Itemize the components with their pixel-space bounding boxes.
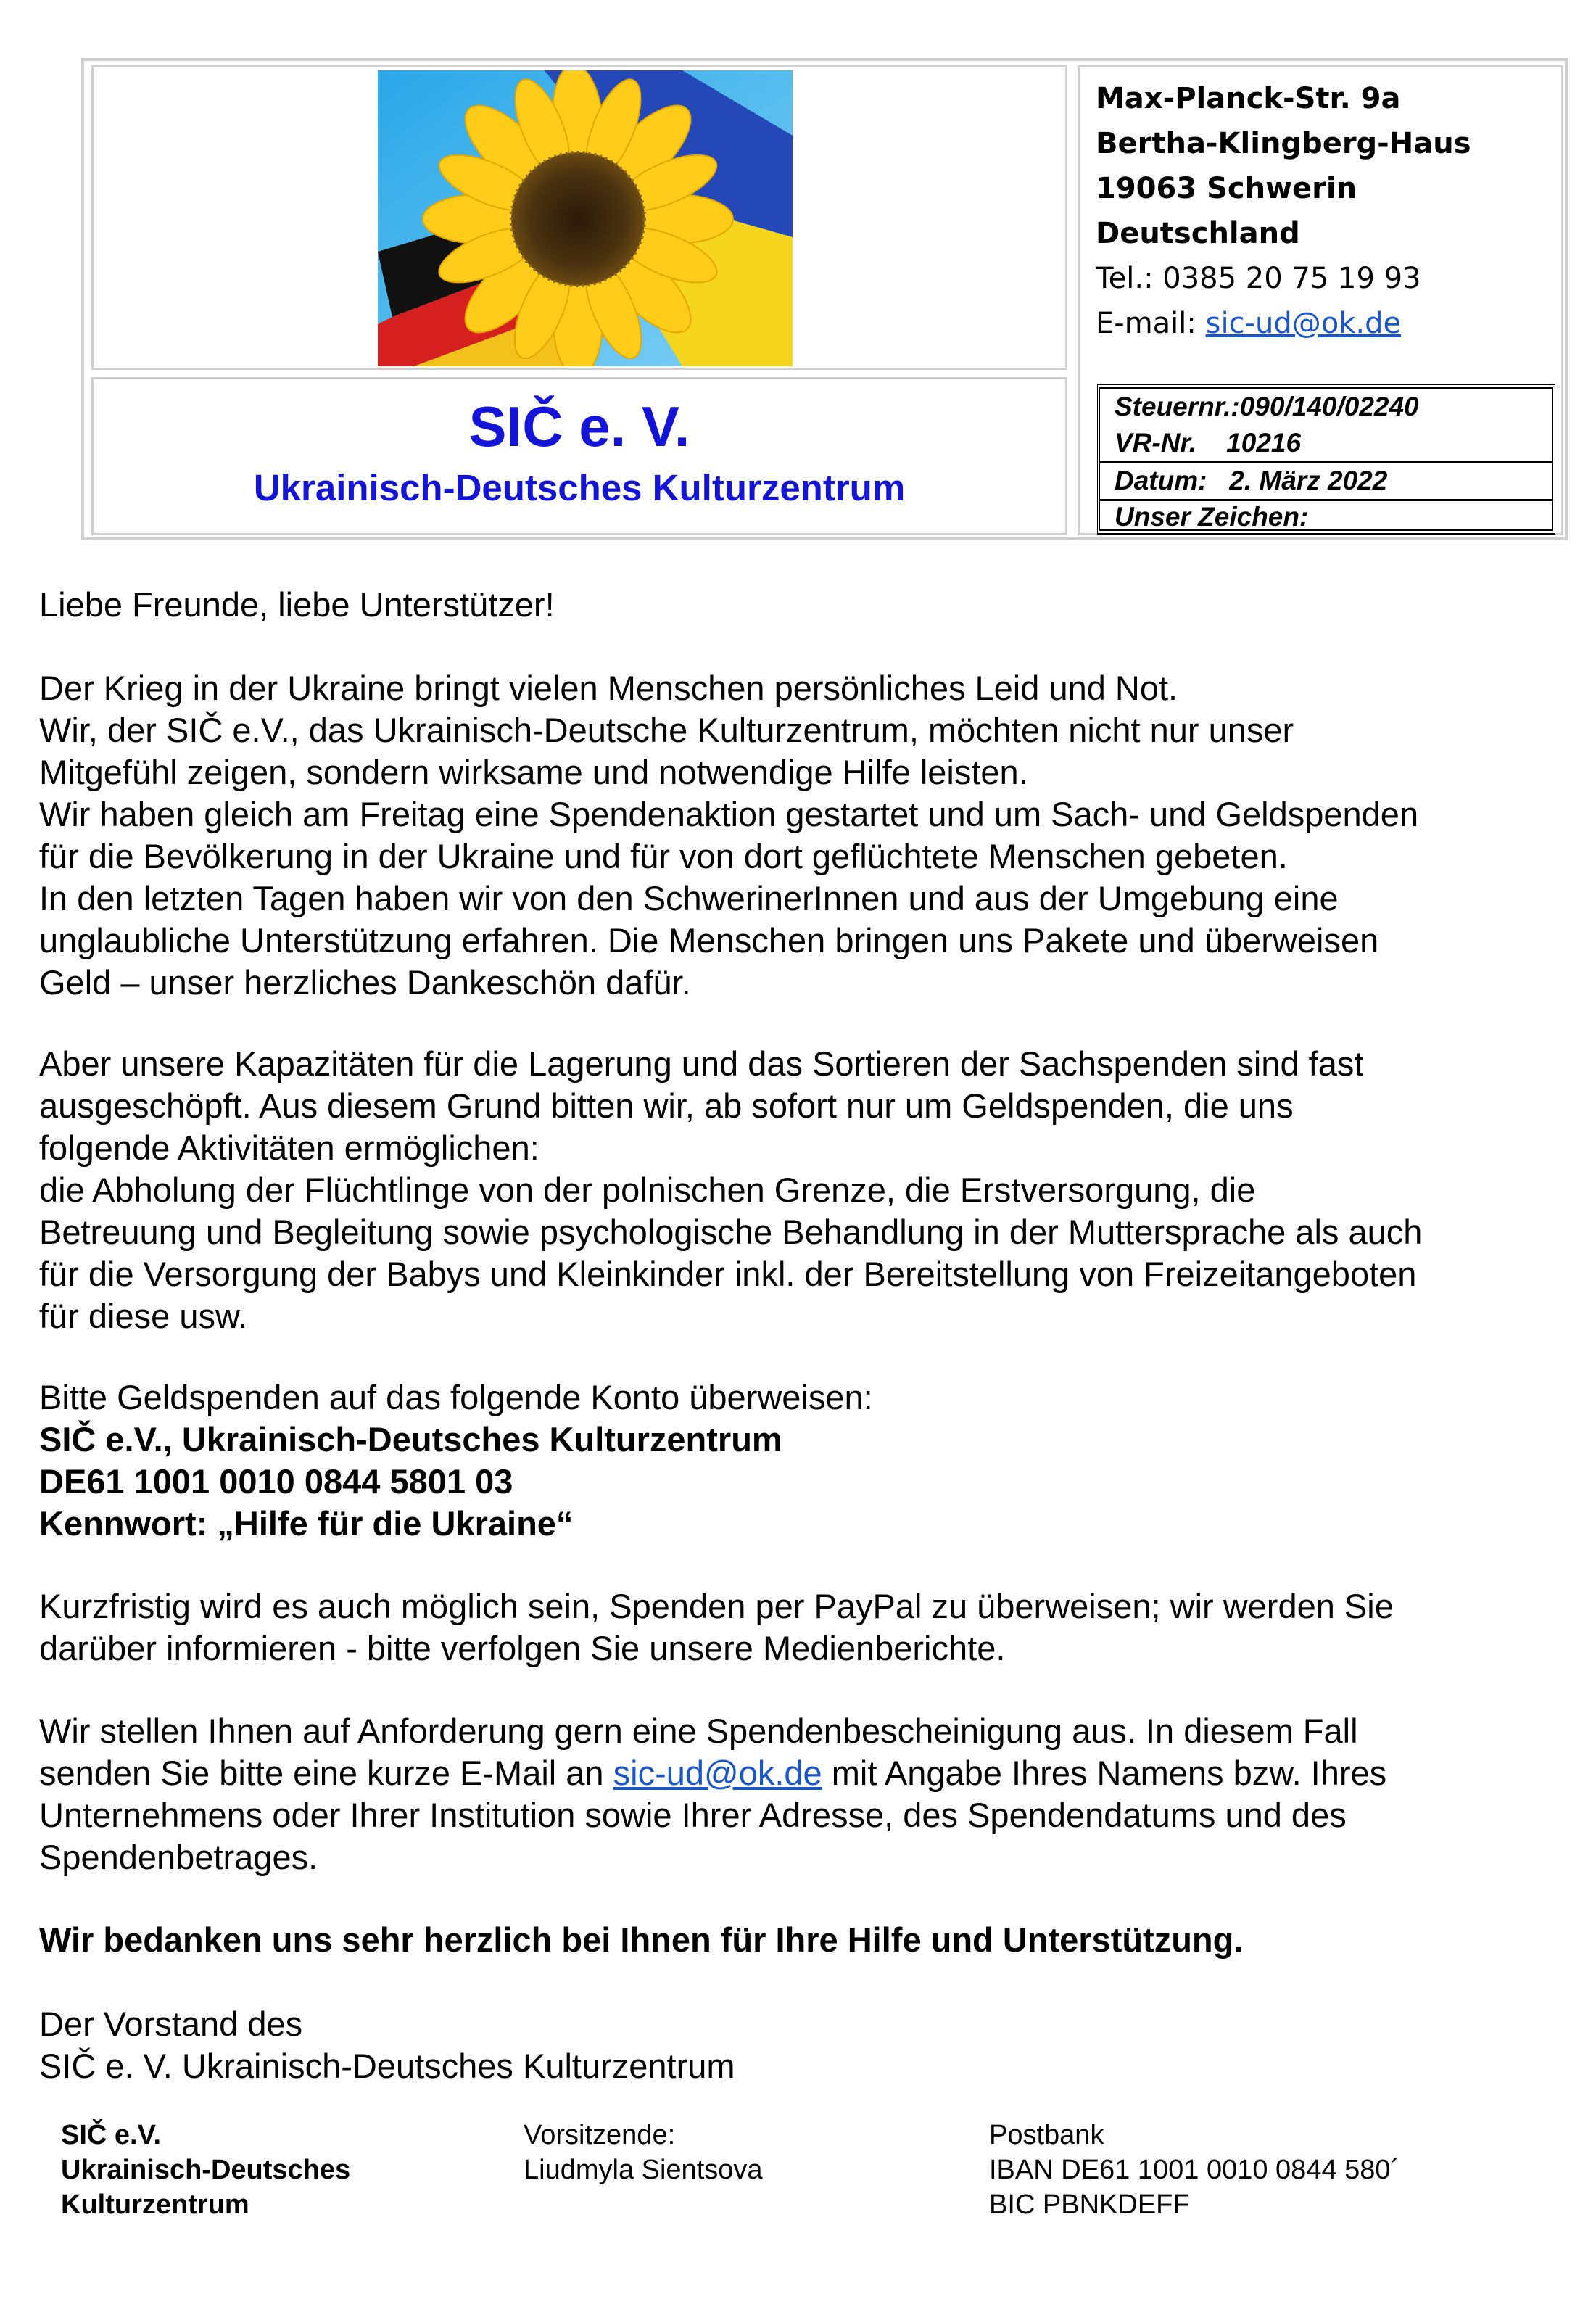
address-street: Max-Planck-Str. 9a xyxy=(1096,82,1401,115)
logo-image-cell xyxy=(91,65,1067,370)
text-line: Wir, der SIČ e.V., das Ukrainisch-Deutsche Kulturzentrum, möchten nicht nur unser xyxy=(39,711,1294,749)
tax-number: Steuernr.:090/140/02240 xyxy=(1115,392,1419,421)
sunflower-picture xyxy=(378,70,793,366)
footer-line: Ukrainisch-Deutsches xyxy=(61,2155,351,2185)
footer-line: Postbank xyxy=(989,2120,1104,2150)
text-line xyxy=(39,1752,1386,1794)
bank-account-name: SIČ e.V., Ukrainisch-Deutsches Kulturzentrum xyxy=(39,1420,782,1458)
footer-bank xyxy=(989,2118,1399,2222)
paragraph-1 xyxy=(39,667,1418,1004)
text-line: Geld – unser herzliches Dankeschön dafür. xyxy=(39,963,691,1002)
address-phone: Tel.: 0385 20 75 19 93 xyxy=(1096,262,1421,295)
footer-organization xyxy=(61,2118,350,2222)
paragraph-paypal xyxy=(39,1585,1394,1670)
text-fragment: senden Sie bitte eine kurze E-Mail an xyxy=(39,1754,613,1792)
organization-name: SIČ e. V. xyxy=(468,395,690,458)
address-building: Bertha-Klingberg-Haus xyxy=(1096,127,1471,160)
text-line: Unternehmens oder Ihrer Institution sowie Ihrer Adresse, des Spendendatums und des xyxy=(39,1796,1347,1834)
paragraph-receipt xyxy=(39,1710,1386,1878)
text-line: die Abholung der Flüchtlinge von der polnischen Grenze, die Erstversorgung, die xyxy=(39,1171,1256,1209)
text-line: Wir haben gleich am Freitag eine Spendenaktion gestartet und um Sach- und Geldspenden xyxy=(39,795,1419,833)
bank-details xyxy=(39,1377,873,1545)
text-line: Aber unsere Kapazitäten für die Lagerung und das Sortieren der Sachspenden sind fast xyxy=(39,1044,1364,1083)
address-cell xyxy=(1078,65,1563,535)
text-line: Kurzfristig wird es auch möglich sein, Spenden per PayPal zu überweisen; wir werden Sie xyxy=(39,1587,1394,1625)
document-date: Datum: 2. März 2022 xyxy=(1115,466,1388,495)
signature-line-2: SIČ e. V. Ukrainisch-Deutsches Kulturzentrum xyxy=(39,2047,735,2085)
text-line: für die Versorgung der Babys und Kleinkinder inkl. der Bereitstellung von Freizeitangeboten xyxy=(39,1255,1417,1293)
bank-keyword: Kennwort: „Hilfe für die Ukraine“ xyxy=(39,1504,574,1543)
address-email-line xyxy=(1096,301,1471,346)
bank-iban: DE61 1001 0010 0844 5801 03 xyxy=(39,1462,513,1501)
sunflower-flag-image xyxy=(378,70,793,366)
document-meta-box xyxy=(1097,384,1555,535)
reference-label: Unser Zeichen: xyxy=(1115,502,1309,532)
text-line: Der Krieg in der Ukraine bringt vielen Menschen persönliches Leid und Not. xyxy=(39,669,1178,707)
text-line: Betreuung und Begleitung sowie psychologische Behandlung in der Muttersprache als auch xyxy=(39,1213,1423,1251)
email-link[interactable]: sic-ud@ok.de xyxy=(613,1754,822,1792)
text-line: unglaubliche Unterstützung erfahren. Die Menschen bringen uns Pakete und überweisen xyxy=(39,921,1379,959)
text-line: Mitgefühl zeigen, sondern wirksame und notwendige Hilfe leisten. xyxy=(39,753,1028,791)
email-label: E-mail: xyxy=(1096,307,1206,340)
text-line: Wir stellen Ihnen auf Anforderung gern eine Spendenbescheinigung aus. In diesem Fall xyxy=(39,1712,1358,1750)
bank-intro: Bitte Geldspenden auf das folgende Konto überweisen: xyxy=(39,1378,873,1416)
organization-name-cell xyxy=(91,377,1067,535)
text-fragment: mit Angabe Ihres Namens bzw. Ihres xyxy=(822,1754,1387,1792)
footer-line: BIC PBNKDEFF xyxy=(989,2190,1190,2220)
registry-number: VR-Nr. 10216 xyxy=(1115,428,1302,458)
address-block xyxy=(1096,76,1471,346)
footer-line: Liudmyla Sientsova xyxy=(524,2155,763,2185)
footer-chair xyxy=(524,2118,763,2187)
footer-line: Vorsitzende: xyxy=(524,2120,676,2150)
footer-line: IBAN DE61 1001 0010 0844 580´ xyxy=(989,2155,1400,2185)
footer-line: Kulturzentrum xyxy=(61,2190,249,2220)
letterhead xyxy=(81,58,1568,540)
address-city: 19063 Schwerin xyxy=(1096,172,1357,205)
address-country: Deutschland xyxy=(1096,217,1300,250)
text-line: In den letzten Tagen haben wir von den SchwerinerInnen und aus der Umgebung eine xyxy=(39,879,1339,917)
signature-line-1: Der Vorstand des xyxy=(39,2005,303,2043)
text-line: für die Bevölkerung in der Ukraine und für von dort geflüchtete Menschen gebeten. xyxy=(39,837,1288,875)
thanks-line: Wir bedanken uns sehr herzlich bei Ihnen für Ihre Hilfe und Unterstützung. xyxy=(39,1920,1244,1959)
greeting: Liebe Freunde, liebe Unterstützer! xyxy=(39,585,555,624)
text-line: für diese usw. xyxy=(39,1297,248,1335)
organization-subtitle: Ukrainisch-Deutsches Kulturzentrum xyxy=(253,467,906,508)
text-line: Spendenbetrages. xyxy=(39,1838,318,1876)
paragraph-2 xyxy=(39,1043,1422,1337)
meta-divider xyxy=(1100,461,1552,463)
signature-block xyxy=(39,2003,735,2087)
email-link[interactable]: sic-ud@ok.de xyxy=(1205,307,1402,340)
text-line: folgende Aktivitäten ermöglichen: xyxy=(39,1128,539,1167)
text-line: ausgeschöpft. Aus diesem Grund bitten wir, ab sofort nur um Geldspenden, die uns xyxy=(39,1086,1294,1125)
footer-line: SIČ e.V. xyxy=(61,2120,162,2150)
text-line: darüber informieren - bitte verfolgen Sie unsere Medienberichte. xyxy=(39,1629,1006,1667)
meta-divider xyxy=(1100,499,1552,501)
